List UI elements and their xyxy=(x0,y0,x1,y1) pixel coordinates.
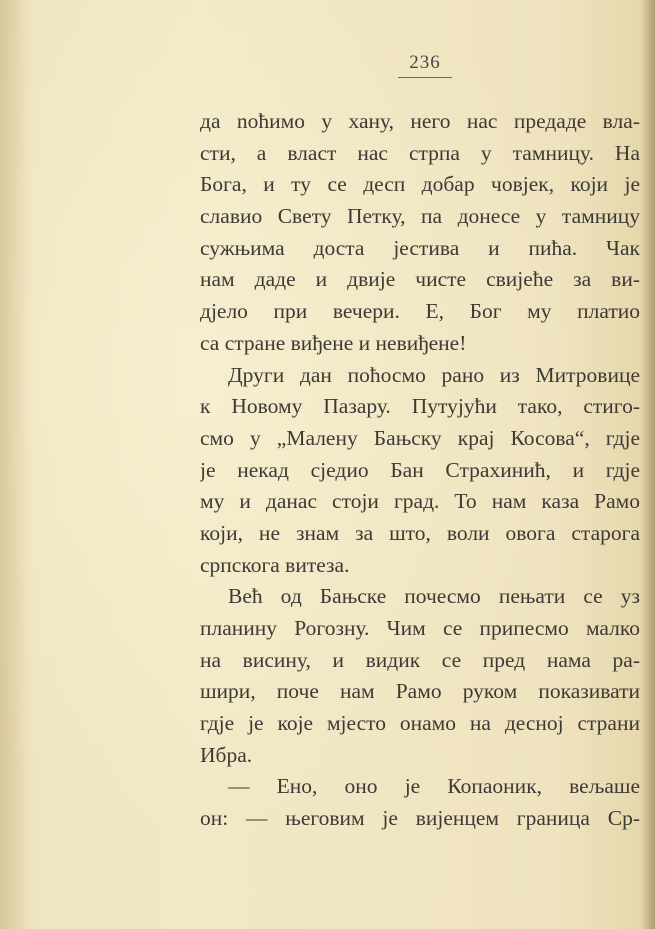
text-line: са стране виђене и невиђене! xyxy=(200,330,467,355)
text-line: који, не знам за што, воли овога старога xyxy=(200,520,640,545)
text-line: к Новому Пазару. Путујући тако, стиго- xyxy=(200,394,640,419)
text-line: српскога витеза. xyxy=(200,552,350,577)
text-line: дјело при вечери. Е, Бог му платио xyxy=(200,299,640,324)
text-line: Ибра. xyxy=(200,742,253,767)
page-left-shadow xyxy=(0,0,30,929)
text-line: му и данас стоји град. То нам каза Рамо xyxy=(200,489,640,514)
text-line: на висину, и видик се пред нама ра- xyxy=(200,647,640,672)
text-line: сти, а власт нас стрпа у тамницу. На xyxy=(200,140,640,165)
page-right-edge xyxy=(641,0,655,929)
text-line: смо у „Малену Бањску крај Косова“, гдје xyxy=(200,425,640,450)
text-line: сужњима доста јестива и пића. Чак xyxy=(200,235,640,260)
text-line: шири, поче нам Рамо руком показивати xyxy=(200,679,640,704)
page-number-rule xyxy=(398,77,452,78)
text-line: гдје је које мјесто онамо на десној страни xyxy=(200,711,640,736)
page-text xyxy=(200,106,640,835)
text-line: нам даде и двије чисте свијеће за ви- xyxy=(200,267,640,292)
text-line: планину Рогозну. Чим се припесмо малко xyxy=(200,616,640,640)
text-line: Већ од Бањске почесмо пењати се уз xyxy=(228,584,640,609)
page-number: 236 xyxy=(409,52,441,73)
text-line: Други дан поћосмо рано из Митровице xyxy=(228,362,640,387)
text-line: Бога, и ту се десп добар човјек, који је xyxy=(200,172,640,197)
text-line: да noћимо у хану, него нас предаде вла- xyxy=(200,109,640,133)
text-line: — Ено, оно је Копаоник, вељаше xyxy=(228,774,640,799)
text-line: он: — његовим је вијенцем граница Ср- xyxy=(200,806,640,831)
text-line: је некад сједио Бан Страхинић, и гдје xyxy=(200,457,640,482)
text-line: славио Свету Петку, па донесе у тамницу xyxy=(200,204,640,229)
